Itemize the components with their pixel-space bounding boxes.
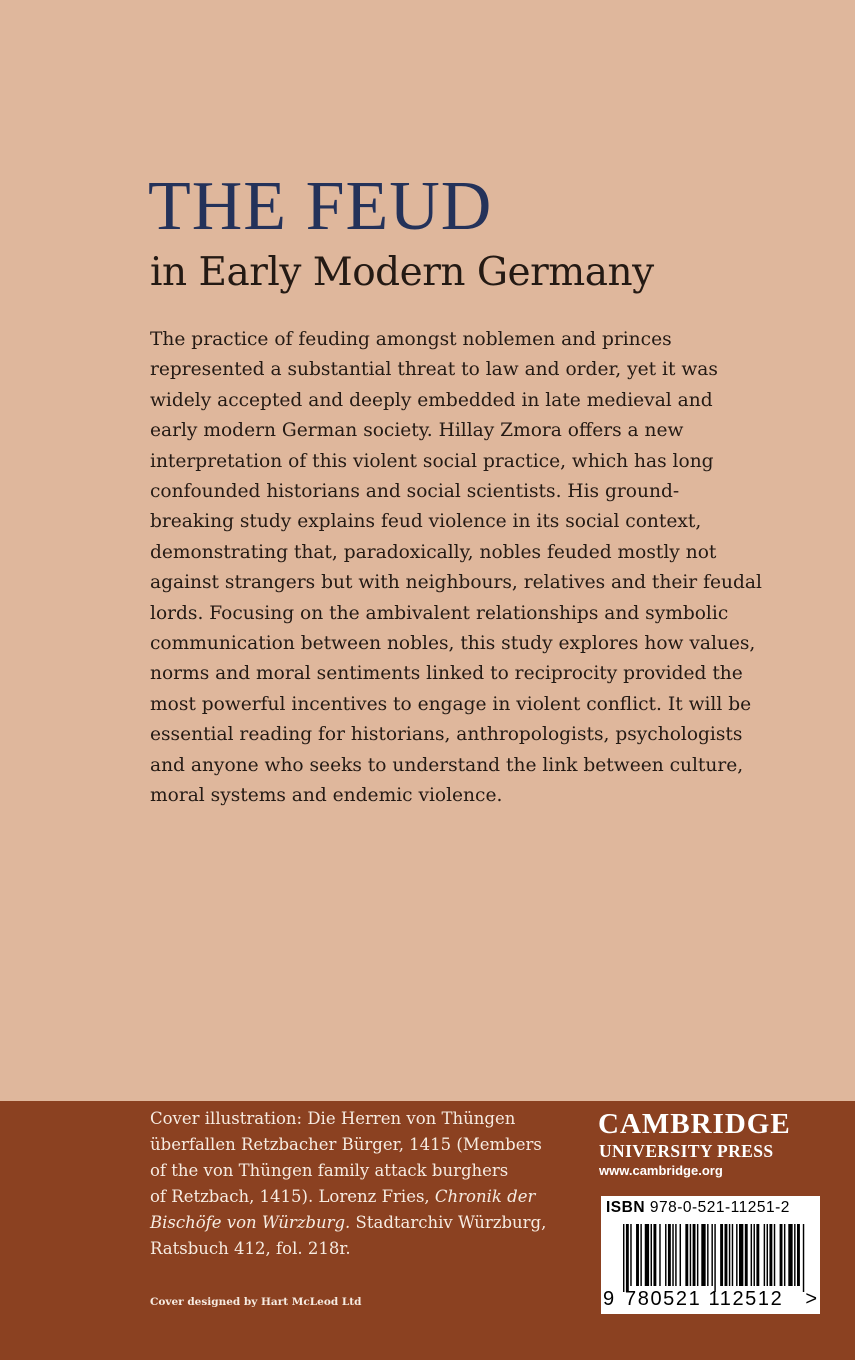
barcode-bars xyxy=(601,1224,820,1294)
description-line: represented a substantial threat to law and order, yet it was xyxy=(150,359,718,381)
publisher-name: CAMBRIDGE xyxy=(598,1108,791,1140)
barcode-bar xyxy=(623,1224,624,1292)
barcode-bar xyxy=(788,1224,792,1286)
barcode-bar xyxy=(756,1224,759,1286)
barcode-bar xyxy=(672,1224,673,1286)
barcode-bar xyxy=(774,1224,775,1286)
barcode-bar xyxy=(764,1224,765,1286)
ean-lead-digit: 9 xyxy=(603,1288,615,1310)
barcode-bar xyxy=(665,1224,666,1286)
barcode-bar xyxy=(714,1224,715,1292)
description-line: early modern German society. Hillay Zmora offers a new xyxy=(150,420,684,442)
isbn-number: 978-0-521-11251-2 xyxy=(649,1199,790,1216)
barcode-bar xyxy=(630,1224,631,1286)
publisher-website: www.cambridge.org xyxy=(599,1163,723,1178)
description-line: against strangers but with neighbours, relatives and their feudal xyxy=(150,572,762,594)
book-subtitle: in Early Modern Germany xyxy=(150,250,654,295)
barcode-bar xyxy=(675,1224,676,1286)
caption-italic: Bischöfe von Würzburg. xyxy=(150,1213,351,1232)
barcode-bar xyxy=(754,1224,755,1286)
barcode-bar xyxy=(729,1224,730,1286)
description-line: lords. Focusing on the ambivalent relationships and symbolic xyxy=(150,602,729,624)
description-line: confounded historians and social scientists. His ground- xyxy=(150,481,680,503)
book-title: THE FEUD xyxy=(148,168,493,245)
barcode-bar xyxy=(769,1224,772,1286)
cover-illustration-caption xyxy=(150,1106,590,1262)
caption-line: Cover illustration: Die Herren von Thüngen xyxy=(150,1109,516,1128)
caption-text: Stadtarchiv Würzburg, xyxy=(350,1213,547,1232)
ean-tail-mark: > xyxy=(805,1288,817,1310)
description-line: breaking study explains feud violence in its social context, xyxy=(150,511,702,533)
barcode-bar xyxy=(636,1224,639,1286)
barcode-bar xyxy=(797,1224,800,1286)
barcode-bar xyxy=(745,1224,748,1286)
barcode-bar xyxy=(736,1224,737,1286)
barcode-bar xyxy=(685,1224,688,1286)
ean-digits: 780521 112512 xyxy=(625,1288,784,1310)
designer-credit: Cover designed by Hart McLeod Ltd xyxy=(150,1296,362,1308)
barcode-bar xyxy=(725,1224,728,1286)
caption-line xyxy=(150,1210,590,1236)
barcode-bar xyxy=(803,1224,804,1292)
barcode-bar xyxy=(651,1224,652,1286)
description-line: communication between nobles, this study explores how values, xyxy=(150,633,756,655)
barcode-bar xyxy=(711,1224,712,1286)
barcode-bar xyxy=(680,1224,681,1286)
barcode-bar xyxy=(659,1224,660,1286)
caption-italic: Chronik der xyxy=(434,1187,536,1206)
description-line: norms and moral sentiments linked to reciprocity provided the xyxy=(150,663,743,685)
description-line: essential reading for historians, anthropologists, psychologists xyxy=(150,724,743,746)
caption-line xyxy=(150,1184,590,1210)
caption-line: Ratsbuch 412, fol. 218r. xyxy=(150,1239,351,1258)
description-line: moral systems and endemic violence. xyxy=(150,785,503,807)
description-line: demonstrating that, paradoxically, nobles feuded mostly not xyxy=(150,541,717,563)
barcode-bar xyxy=(751,1224,752,1286)
barcode-bar xyxy=(701,1224,705,1286)
caption-line: überfallen Retzbacher Bürger, 1415 (Members xyxy=(150,1135,542,1154)
description-line: interpretation of this violent social practice, which has long xyxy=(150,450,714,472)
barcode-bar xyxy=(640,1224,641,1286)
barcode-bar xyxy=(645,1224,649,1286)
description-line: The practice of feuding amongst noblemen and princes xyxy=(150,329,672,350)
barcode-bar xyxy=(653,1224,656,1286)
barcode-bar xyxy=(767,1224,768,1286)
barcode-bar xyxy=(794,1224,795,1286)
isbn-label xyxy=(606,1199,790,1217)
isbn-prefix: ISBN xyxy=(606,1199,646,1216)
barcode-bar xyxy=(697,1224,698,1286)
barcode-bar xyxy=(626,1224,629,1292)
barcode-bar xyxy=(732,1224,733,1286)
description-line: widely accepted and deeply embedded in late medieval and xyxy=(150,389,713,411)
book-description xyxy=(150,325,830,812)
barcode-bar xyxy=(668,1224,671,1286)
publisher-logo xyxy=(598,1108,828,1180)
description-line: and anyone who seeks to understand the link between culture, xyxy=(150,754,744,776)
barcode-bar xyxy=(707,1224,708,1286)
barcode-bar xyxy=(780,1224,783,1286)
publisher-press: UNIVERSITY PRESS xyxy=(599,1141,774,1161)
barcode-bar xyxy=(739,1224,743,1286)
barcode-bar xyxy=(693,1224,696,1286)
caption-text: of Retzbach, 1415). Lorenz Fries, xyxy=(150,1187,435,1206)
description-line: most powerful incentives to engage in violent conflict. It will be xyxy=(150,693,752,715)
isbn-barcode xyxy=(601,1196,820,1314)
barcode-bar xyxy=(720,1224,723,1286)
barcode-bar xyxy=(690,1224,691,1286)
barcode-bar xyxy=(784,1224,785,1286)
caption-line: of the von Thüngen family attack burghers xyxy=(150,1161,509,1180)
